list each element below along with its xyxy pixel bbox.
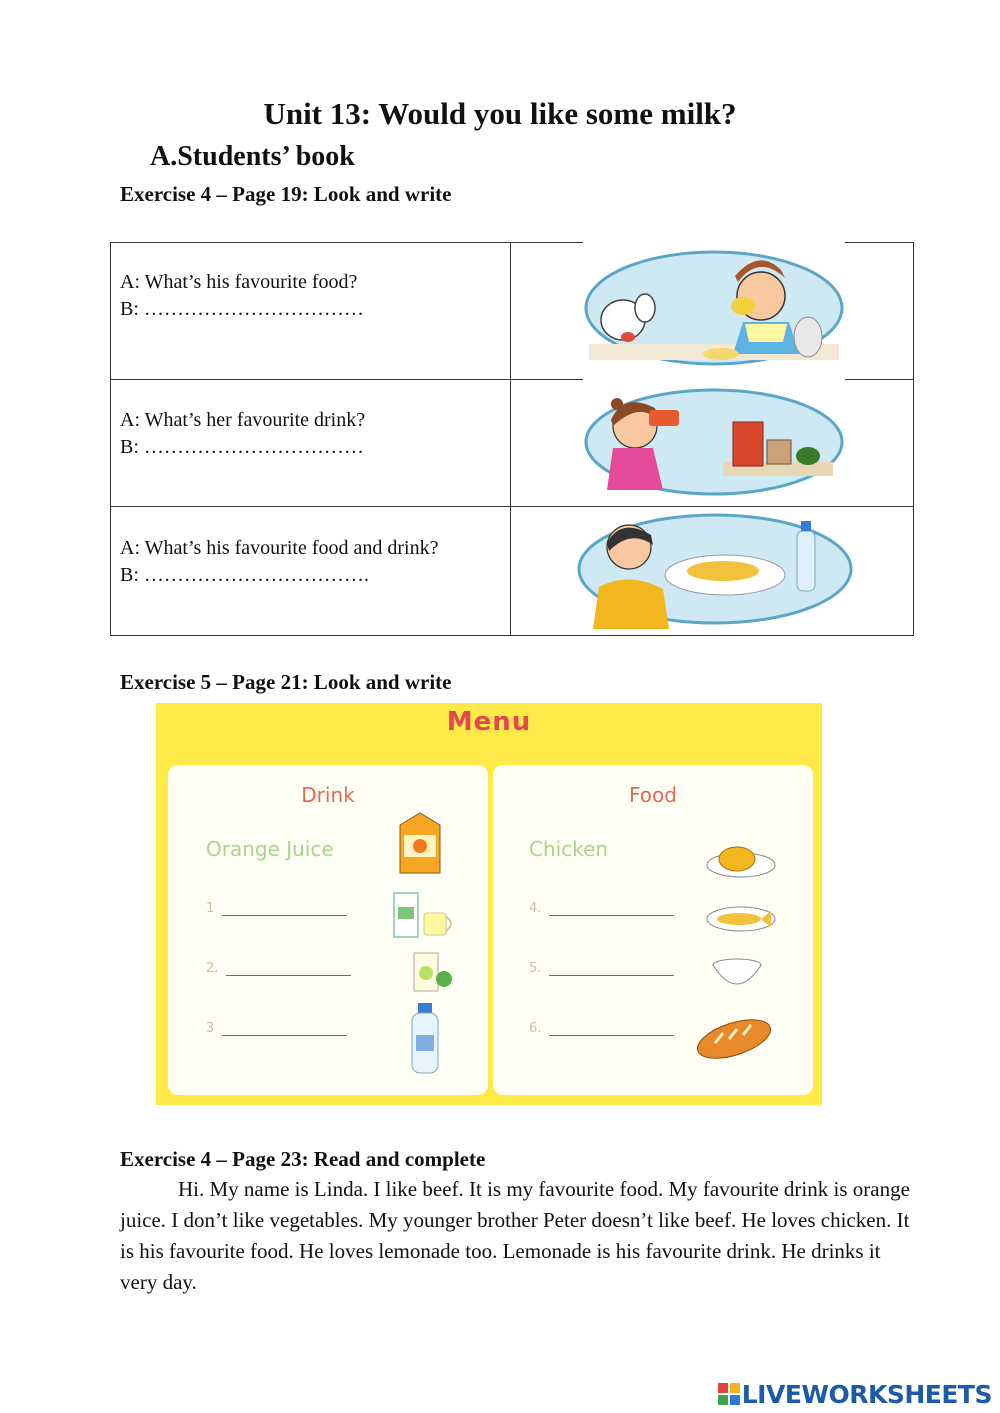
drink-blank-3[interactable] bbox=[206, 1021, 347, 1036]
drink-blank-1[interactable] bbox=[206, 901, 347, 916]
answer-blank[interactable]: B: ……………………………. bbox=[120, 564, 369, 586]
exercise4b-heading: Exercise 4 – Page 23: Read and complete bbox=[120, 1147, 486, 1171]
section-subtitle: A.Students’ book bbox=[150, 141, 355, 172]
item-number: 4. bbox=[529, 901, 542, 916]
drink-header: Drink bbox=[301, 783, 355, 807]
question-cell bbox=[111, 507, 511, 635]
food-blank-5[interactable] bbox=[529, 961, 674, 976]
question-cell bbox=[111, 243, 511, 379]
item-number: 1 bbox=[206, 901, 215, 916]
logo-text: LIVEWORKSHEETS bbox=[741, 1379, 992, 1409]
food-blank-4[interactable] bbox=[529, 901, 674, 916]
chicken-plate-icon bbox=[703, 841, 779, 881]
liveworksheets-logo bbox=[718, 1380, 992, 1408]
reading-paragraph: Hi. My name is Linda. I like beef. It is my favourite food. My favourite drink is orange juice. I don’t like vegetables. My younger brother Peter doesn’t like beef. He loves chicken. It is his favourite food. He loves lemonade too. Lemonade is his favourite drink. He drinks it very day. bbox=[120, 1177, 910, 1294]
orange-juice-carton-icon bbox=[390, 811, 450, 877]
item-number: 3 bbox=[206, 1021, 215, 1036]
fish-plate-icon bbox=[703, 901, 779, 935]
drink-panel bbox=[168, 765, 488, 1095]
question-cell bbox=[111, 380, 511, 506]
food-blank-6[interactable] bbox=[529, 1021, 674, 1036]
food-sample: Chicken bbox=[529, 837, 609, 861]
menu-title: Menu bbox=[446, 707, 532, 737]
item-number: 2. bbox=[206, 961, 219, 976]
question-text: A: What’s her favourite drink? bbox=[120, 409, 366, 431]
question-text: A: What’s his favourite food and drink? bbox=[120, 537, 439, 559]
drink-sample: Orange Juice bbox=[206, 837, 334, 861]
menu-card bbox=[156, 703, 822, 1105]
table-row bbox=[111, 380, 913, 507]
water-bottle-icon bbox=[406, 1001, 446, 1077]
milk-and-cup-icon bbox=[390, 885, 460, 941]
page-title: Unit 13: Would you like some milk? bbox=[263, 96, 737, 131]
drink-blank-2[interactable] bbox=[206, 961, 351, 976]
food-panel bbox=[493, 765, 813, 1095]
answer-blank[interactable]: B: …………………………… bbox=[120, 298, 364, 320]
table-row bbox=[111, 507, 913, 635]
exercise4-heading: Exercise 4 – Page 19: Look and write bbox=[120, 182, 452, 206]
exercise5-heading: Exercise 5 – Page 21: Look and write bbox=[120, 670, 452, 694]
question-text: A: What’s his favourite food? bbox=[120, 271, 358, 293]
item-number: 6. bbox=[529, 1021, 542, 1036]
bread-icon bbox=[693, 1015, 775, 1063]
liveworksheets-mark-icon bbox=[718, 1383, 740, 1405]
item-number: 5. bbox=[529, 961, 542, 976]
lemonade-glass-icon bbox=[408, 949, 458, 995]
boy-fish-picture bbox=[573, 509, 853, 633]
girl-drinking-picture bbox=[583, 382, 845, 504]
boy-eating-picture bbox=[583, 242, 845, 380]
rice-bowl-icon bbox=[707, 953, 767, 997]
answer-blank[interactable]: B: …………………………… bbox=[120, 436, 364, 458]
table-row bbox=[111, 243, 913, 380]
food-header: Food bbox=[629, 783, 677, 807]
exercise4-table bbox=[110, 242, 914, 636]
